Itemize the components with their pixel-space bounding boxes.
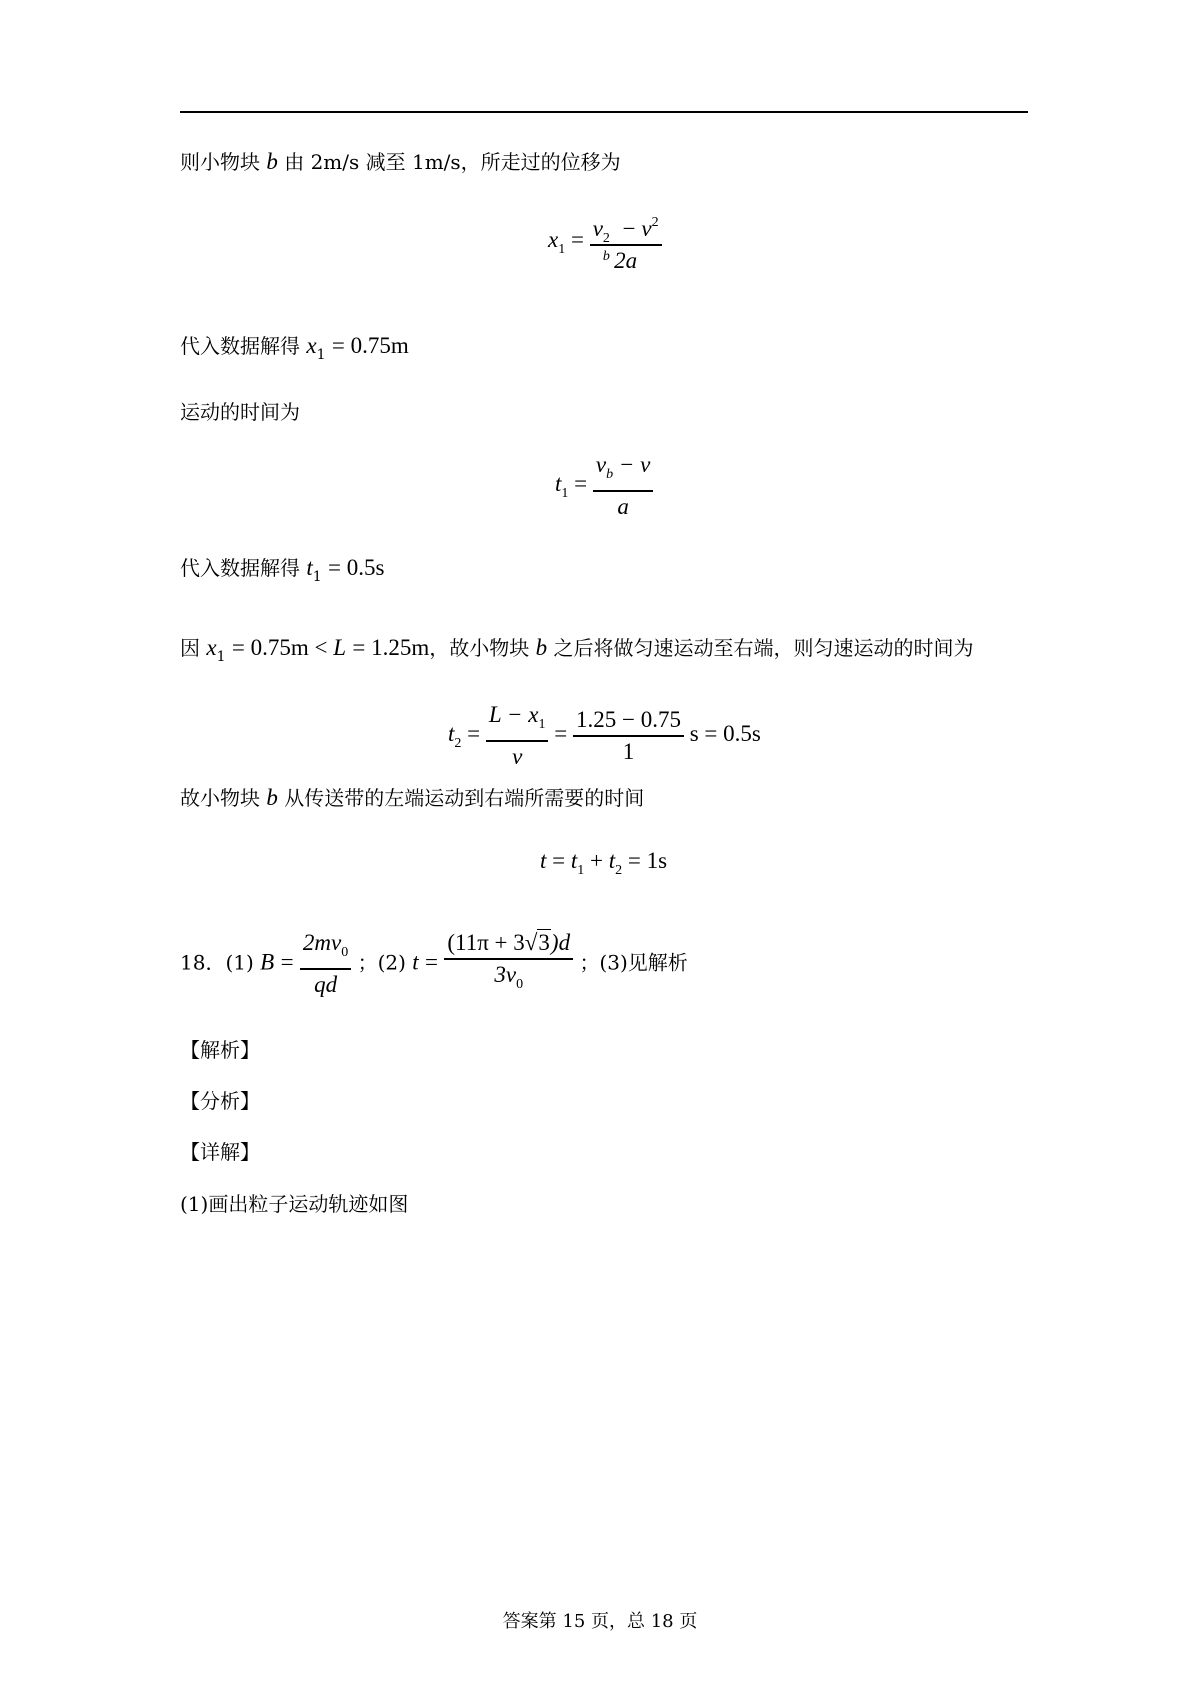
text-line-1 <box>180 148 621 176</box>
result: s = 0.5s <box>689 721 761 747</box>
question-number: 18．(1) <box>180 950 254 975</box>
text: 运动的时间为 <box>180 400 300 424</box>
denominator: a <box>617 493 629 519</box>
var: t <box>306 555 313 580</box>
rest: − v <box>618 452 651 477</box>
sub: 2 <box>615 863 623 878</box>
var-b: b <box>266 149 278 174</box>
label-xiangjie: 【详解】 <box>180 1140 260 1164</box>
var-b: b <box>535 635 548 660</box>
sub: b <box>602 249 610 264</box>
separator: ；(3)见解析 <box>579 950 688 975</box>
denominator: 1 <box>622 738 635 764</box>
var-L: L <box>333 635 346 660</box>
sub: 0 <box>516 976 524 992</box>
var: v <box>595 452 607 477</box>
sup: 2 <box>651 215 659 230</box>
header-rule <box>180 111 1028 113</box>
equals: = <box>467 721 481 747</box>
numerator: L − x <box>488 702 539 727</box>
sub: 1 <box>316 347 326 363</box>
equals: = <box>280 949 294 975</box>
var-t: t <box>412 949 419 975</box>
text: 则小物块 <box>180 150 260 174</box>
denominator: 3v <box>494 961 517 987</box>
value: = 0.5s <box>328 555 385 580</box>
var: t <box>540 848 547 873</box>
sub: 1 <box>561 486 569 502</box>
text-line-last: (1)画出粒子运动轨迹如图 <box>180 1192 409 1216</box>
equation-t2 <box>448 700 761 772</box>
text: ，故小物块 <box>429 636 530 660</box>
numerator-post: )d <box>550 930 571 955</box>
denominator: v <box>512 743 523 769</box>
value: = 0.75m < <box>231 635 334 660</box>
equals: = <box>425 949 439 975</box>
plus: + <box>590 848 603 873</box>
var: x <box>206 635 217 660</box>
var: x <box>306 333 317 358</box>
value: = 1.25m <box>352 635 430 660</box>
fraction <box>590 208 662 276</box>
text: 从传送带的左端运动到右端所需要的时间 <box>284 786 645 810</box>
answer-18 <box>180 928 688 1000</box>
text-line-2 <box>180 332 409 369</box>
page-footer: 答案第 15 页，总 18 页 <box>502 1611 698 1632</box>
sub: 1 <box>538 717 546 732</box>
equation-x1 <box>548 208 662 276</box>
text: 代入数据解得 <box>180 334 300 358</box>
separator: ；(2) <box>357 950 406 975</box>
result: = 1s <box>627 848 668 873</box>
sub: b <box>606 467 614 482</box>
label-jiexi: 【解析】 <box>180 1038 260 1062</box>
denominator: 2a <box>614 247 638 273</box>
sub: 1 <box>577 863 585 878</box>
numerator-pre: (11π + 3 <box>447 930 525 955</box>
var: t <box>570 848 578 873</box>
var-b: b <box>266 785 278 810</box>
numerator: 2mv <box>302 930 342 955</box>
fraction-B <box>300 928 351 1000</box>
equation-t <box>540 848 667 879</box>
text: 代入数据解得 <box>180 556 300 580</box>
value: = 0.75m <box>331 333 409 358</box>
sub: 1 <box>216 649 226 665</box>
equals: = <box>552 848 566 873</box>
var: t <box>608 848 616 873</box>
minus: − <box>622 216 636 241</box>
text: 因 <box>180 636 200 660</box>
var: t <box>555 471 562 497</box>
fraction <box>486 700 549 772</box>
equation-t1 <box>555 450 653 522</box>
sqrt: √3 <box>524 930 550 955</box>
var: v <box>592 216 603 241</box>
numerator: 1.25 − 0.75 <box>575 707 681 732</box>
label-fenxi: 【分析】 <box>180 1089 260 1113</box>
var: v <box>641 216 652 241</box>
sub: 1 <box>312 569 322 585</box>
equals: = <box>574 471 588 497</box>
var: x <box>548 227 559 253</box>
equals: = <box>570 227 584 253</box>
text-line-6 <box>180 784 644 812</box>
var: t <box>448 721 455 747</box>
fraction-t <box>444 928 573 1000</box>
text-line-5 <box>180 634 973 671</box>
text-line-4 <box>180 554 384 591</box>
sub: 2 <box>454 736 462 752</box>
fraction <box>573 705 684 767</box>
subscript: 1 <box>558 242 566 258</box>
sup: 2 <box>602 231 610 246</box>
equals: = <box>554 721 568 747</box>
text: 故小物块 <box>180 786 260 810</box>
text: 由 2m/s 减至 1m/s，所走过的位移为 <box>284 150 621 174</box>
fraction <box>593 450 653 522</box>
text: 之后将做匀速运动至右端，则匀速运动的时间为 <box>553 636 974 660</box>
radicand: 3 <box>538 930 550 955</box>
sub: 0 <box>341 945 349 960</box>
text-line-3 <box>180 398 300 426</box>
denominator: qd <box>314 971 338 997</box>
var-B: B <box>260 949 275 975</box>
